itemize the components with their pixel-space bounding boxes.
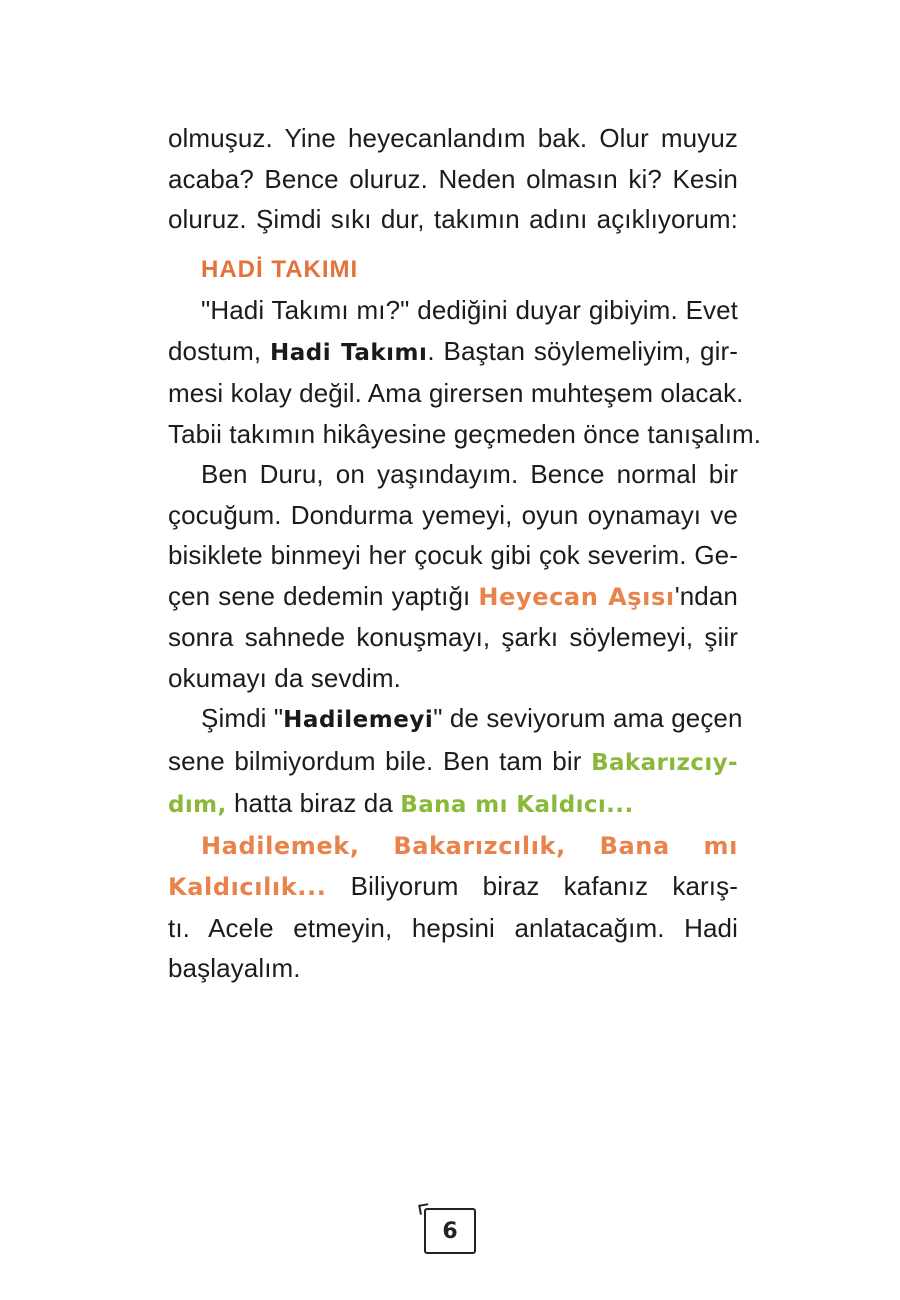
text-line: mesi kolay değil. Ama girersen muhteşem olacak. — [168, 378, 744, 408]
text-line: olmuşuz. Yine heyecanlandım bak. Olur muyuz — [168, 123, 738, 153]
text-line: çocuğum. Dondurma yemeyi, oyun oynamayı ve — [168, 499, 738, 530]
text-run: çen sene dedemin yaptığı — [168, 580, 479, 611]
text-line: bisiklete binmeyi her çocuk gibi çok severim. Ge- — [168, 540, 738, 570]
highlight-bakarizciydim-end: dım, — [168, 792, 227, 818]
page-number-label: 6 — [442, 1218, 458, 1244]
highlight-hadilemeyi: Hadilemeyi — [283, 707, 434, 733]
highlight-heyecan-asisi: Heyecan Aşısı — [478, 582, 675, 611]
text-line: başlayalım. — [168, 953, 301, 983]
text-run: . Baştan söylemeliyim, gir- — [427, 335, 738, 366]
text-line: Tabii takımın hikâyesine geçmeden önce tanışalım. — [168, 418, 762, 449]
text-line — [168, 576, 738, 618]
text-run: dostum, — [168, 335, 270, 366]
text-run: sene bilmiyordum bile. Ben tam bir — [168, 745, 592, 776]
section-heading: HADİ TAKIMI — [201, 255, 359, 283]
text-line: okumayı da sevdim. — [168, 662, 402, 693]
paragraph-4 — [168, 698, 743, 826]
paragraph-1 — [168, 118, 738, 240]
text-line — [168, 698, 743, 741]
text-line — [168, 866, 738, 908]
text-run: " de seviyorum ama geçen — [433, 703, 743, 733]
text-run: hatta biraz da — [226, 788, 401, 818]
text-line: Ben Duru, on yaşındayım. Bence normal bir — [201, 459, 738, 489]
text-line: sonra sahnede konuşmayı, şarkı söylemeyi, şiir — [168, 622, 738, 652]
paragraph-2 — [168, 290, 762, 454]
text-run: 'ndan — [674, 580, 738, 611]
page-body — [168, 118, 762, 989]
highlight-bana-mi-kaldici: Bana mı Kaldıcı... — [400, 792, 634, 818]
text-line — [168, 741, 738, 784]
paragraph-3 — [168, 454, 738, 698]
text-line: oluruz. Şimdi sıkı dur, takımın adını açıklıyorum: — [168, 204, 738, 234]
text-line — [168, 331, 738, 374]
paragraph-5 — [168, 826, 738, 989]
text-line: tı. Acele etmeyin, hepsini anlatacağım. Hadi — [168, 912, 738, 943]
text-run: Şimdi " — [201, 703, 284, 733]
highlight-kaldicilik: Kaldıcılık... — [168, 873, 327, 901]
highlight-hadilemek-line: Hadilemek, Bakarızcılık, Bana mı — [201, 831, 738, 860]
text-line: "Hadi Takımı mı?" dediğini duyar gibiyim. Evet — [201, 295, 738, 325]
text-line — [168, 783, 738, 826]
text-run: Biliyorum biraz kafanız karış- — [326, 871, 738, 901]
page-number — [424, 1208, 476, 1254]
highlight-bakarizciydim: Bakarızcıy- — [591, 749, 738, 776]
highlight-hadi-takimi: Hadi Takımı — [270, 339, 428, 366]
text-line: acaba? Bence oluruz. Neden olmasın ki? Kesin — [168, 163, 738, 194]
